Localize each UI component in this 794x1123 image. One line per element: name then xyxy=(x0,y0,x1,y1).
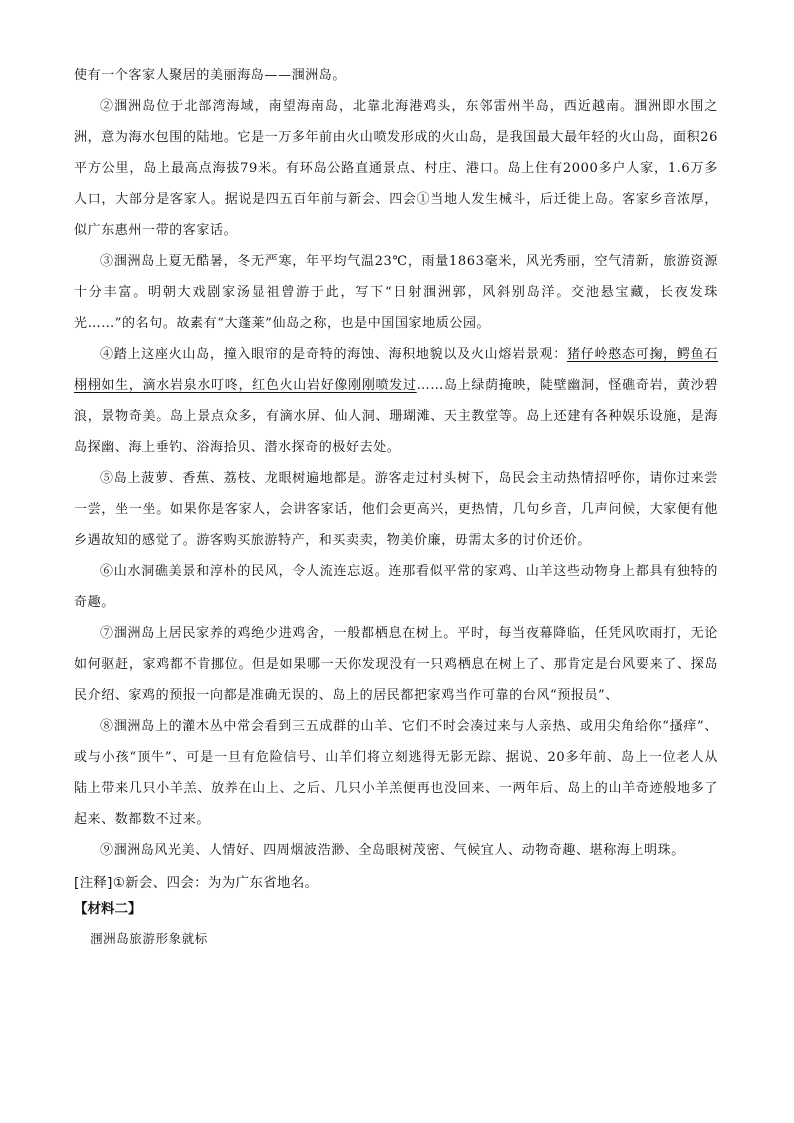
paragraph-3: ③涠洲岛上夏无酷暑，冬无严寒，年平均气温23℃，雨量1863毫米，风光秀丽，空气清新，旅游资源十分丰富。明朝大戏剧家汤显祖曾游于此，写下“日射涠洲郭，风斜别岛洋。交池悬宝藏，长夜发珠光……”的名句。故素有“大蓬莱”仙岛之称，也是中国国家地质公园。 xyxy=(74,254,718,331)
paragraph-4 xyxy=(74,339,718,463)
paragraph-7: ⑦涠洲岛上居民家养的鸡绝少进鸡舍，一般都栖息在树上。平时，每当夜幕降临，任凭风吹雨打，无论如何驱赶，家鸡都不肯挪位。但是如果哪一天你发现没有一只鸡栖息在树上了、那肯定是台风要来了、探岛民介绍、家鸡的预报一向都是准确无误的、岛上的居民都把家鸡当作可靠的台风“预报员”、 xyxy=(74,626,718,703)
logo-caption: 涠洲岛旅游形象就标 xyxy=(90,931,208,946)
paragraph-intro-end: 使有一个客家人聚居的美丽海岛——涠洲岛。 xyxy=(74,68,347,83)
underlined-phrase: 猪仔岭憨态可掬，鳄鱼石栩栩如生，滴水岩泉水叮咚，红色火山岩好像刚刚喷发过 xyxy=(74,347,718,393)
paragraph-4-lead: ④踏上这座火山岛，撞入眼帘的是奇特的海蚀、海积地貌以及火山熔岩景观： xyxy=(100,347,568,362)
material-two-heading: 【材料二】 xyxy=(74,901,142,917)
paragraph-8: ⑧涠洲岛上的灌木丛中常会看到三五成群的山羊、它们不时会凑过来与人亲热、或用尖角给你“搔痒”、或与小孩“顶牛”、可是一旦有危险信号、山羊们将立刻逃得无影无踪、据说、20多年前、岛上一位老人从陆上带来几只小羊羔、放养在山上、之后、几只小羊羔便再也没回来、一两年后、岛上的山羊奇迹般地多了起来、数都数不过来。 xyxy=(74,719,718,827)
paragraph-4-rest: ……岛上绿荫掩映，陡壁幽洞，怪礁奇岩，黄沙碧浪，景物奇美。岛上景点众多，有滴水屏、仙人洞、珊瑚滩、天主教堂等。岛上还建有各种娱乐设施，是海岛探幽、海上垂钓、浴海拾贝、潜水探奇的极好去处。 xyxy=(74,378,718,455)
paragraph-6: ⑥山水洞礁美景和淳朴的民风，令人流连忘返。连那看似平常的家鸡、山羊这些动物身上都具有独特的奇趣。 xyxy=(74,564,718,610)
paragraph-2: ②涠洲岛位于北部湾海域，南望海南岛，北靠北海港鸡头，东邻雷州半岛，西近越南。涠洲即水围之洲，意为海水包围的陆地。它是一万多年前由火山喷发形成的火山岛，是我国最大最年轻的火山岛，面积26平方公里，岛上最高点海拔79米。有环岛公路直通景点、村庄、港口。岛上住有2000多户人家，1.6万多人口，大部分是客家人。据说是四五百年前与新会、四会①当地人发生械斗，后迁徙上岛。客家乡音浓厚，似广东惠州一带的客家话。 xyxy=(74,99,718,238)
paragraph-5: ⑤岛上菠萝、香蕉、荔枝、龙眼树遍地都是。游客走过村头树下，岛民会主动热情招呼你，请你过来尝一尝，坐一坐。如果你是客家人，会讲客家话，他们会更高兴，更热情，几句乡音，几声问候，大家便有他乡遇故知的感觉了。游客购买旅游特产，和买卖卖，物美价廉，毋需太多的讨价还价。 xyxy=(74,471,718,548)
footnote: [注释]①新会、四会：为为广东省地名。 xyxy=(74,875,319,891)
paragraph-9: ⑨涠洲岛风光美、人情好、四周烟波浩渺、全岛眼树茂密、气候宜人、动物奇趣、堪称海上明珠。 xyxy=(100,843,685,858)
